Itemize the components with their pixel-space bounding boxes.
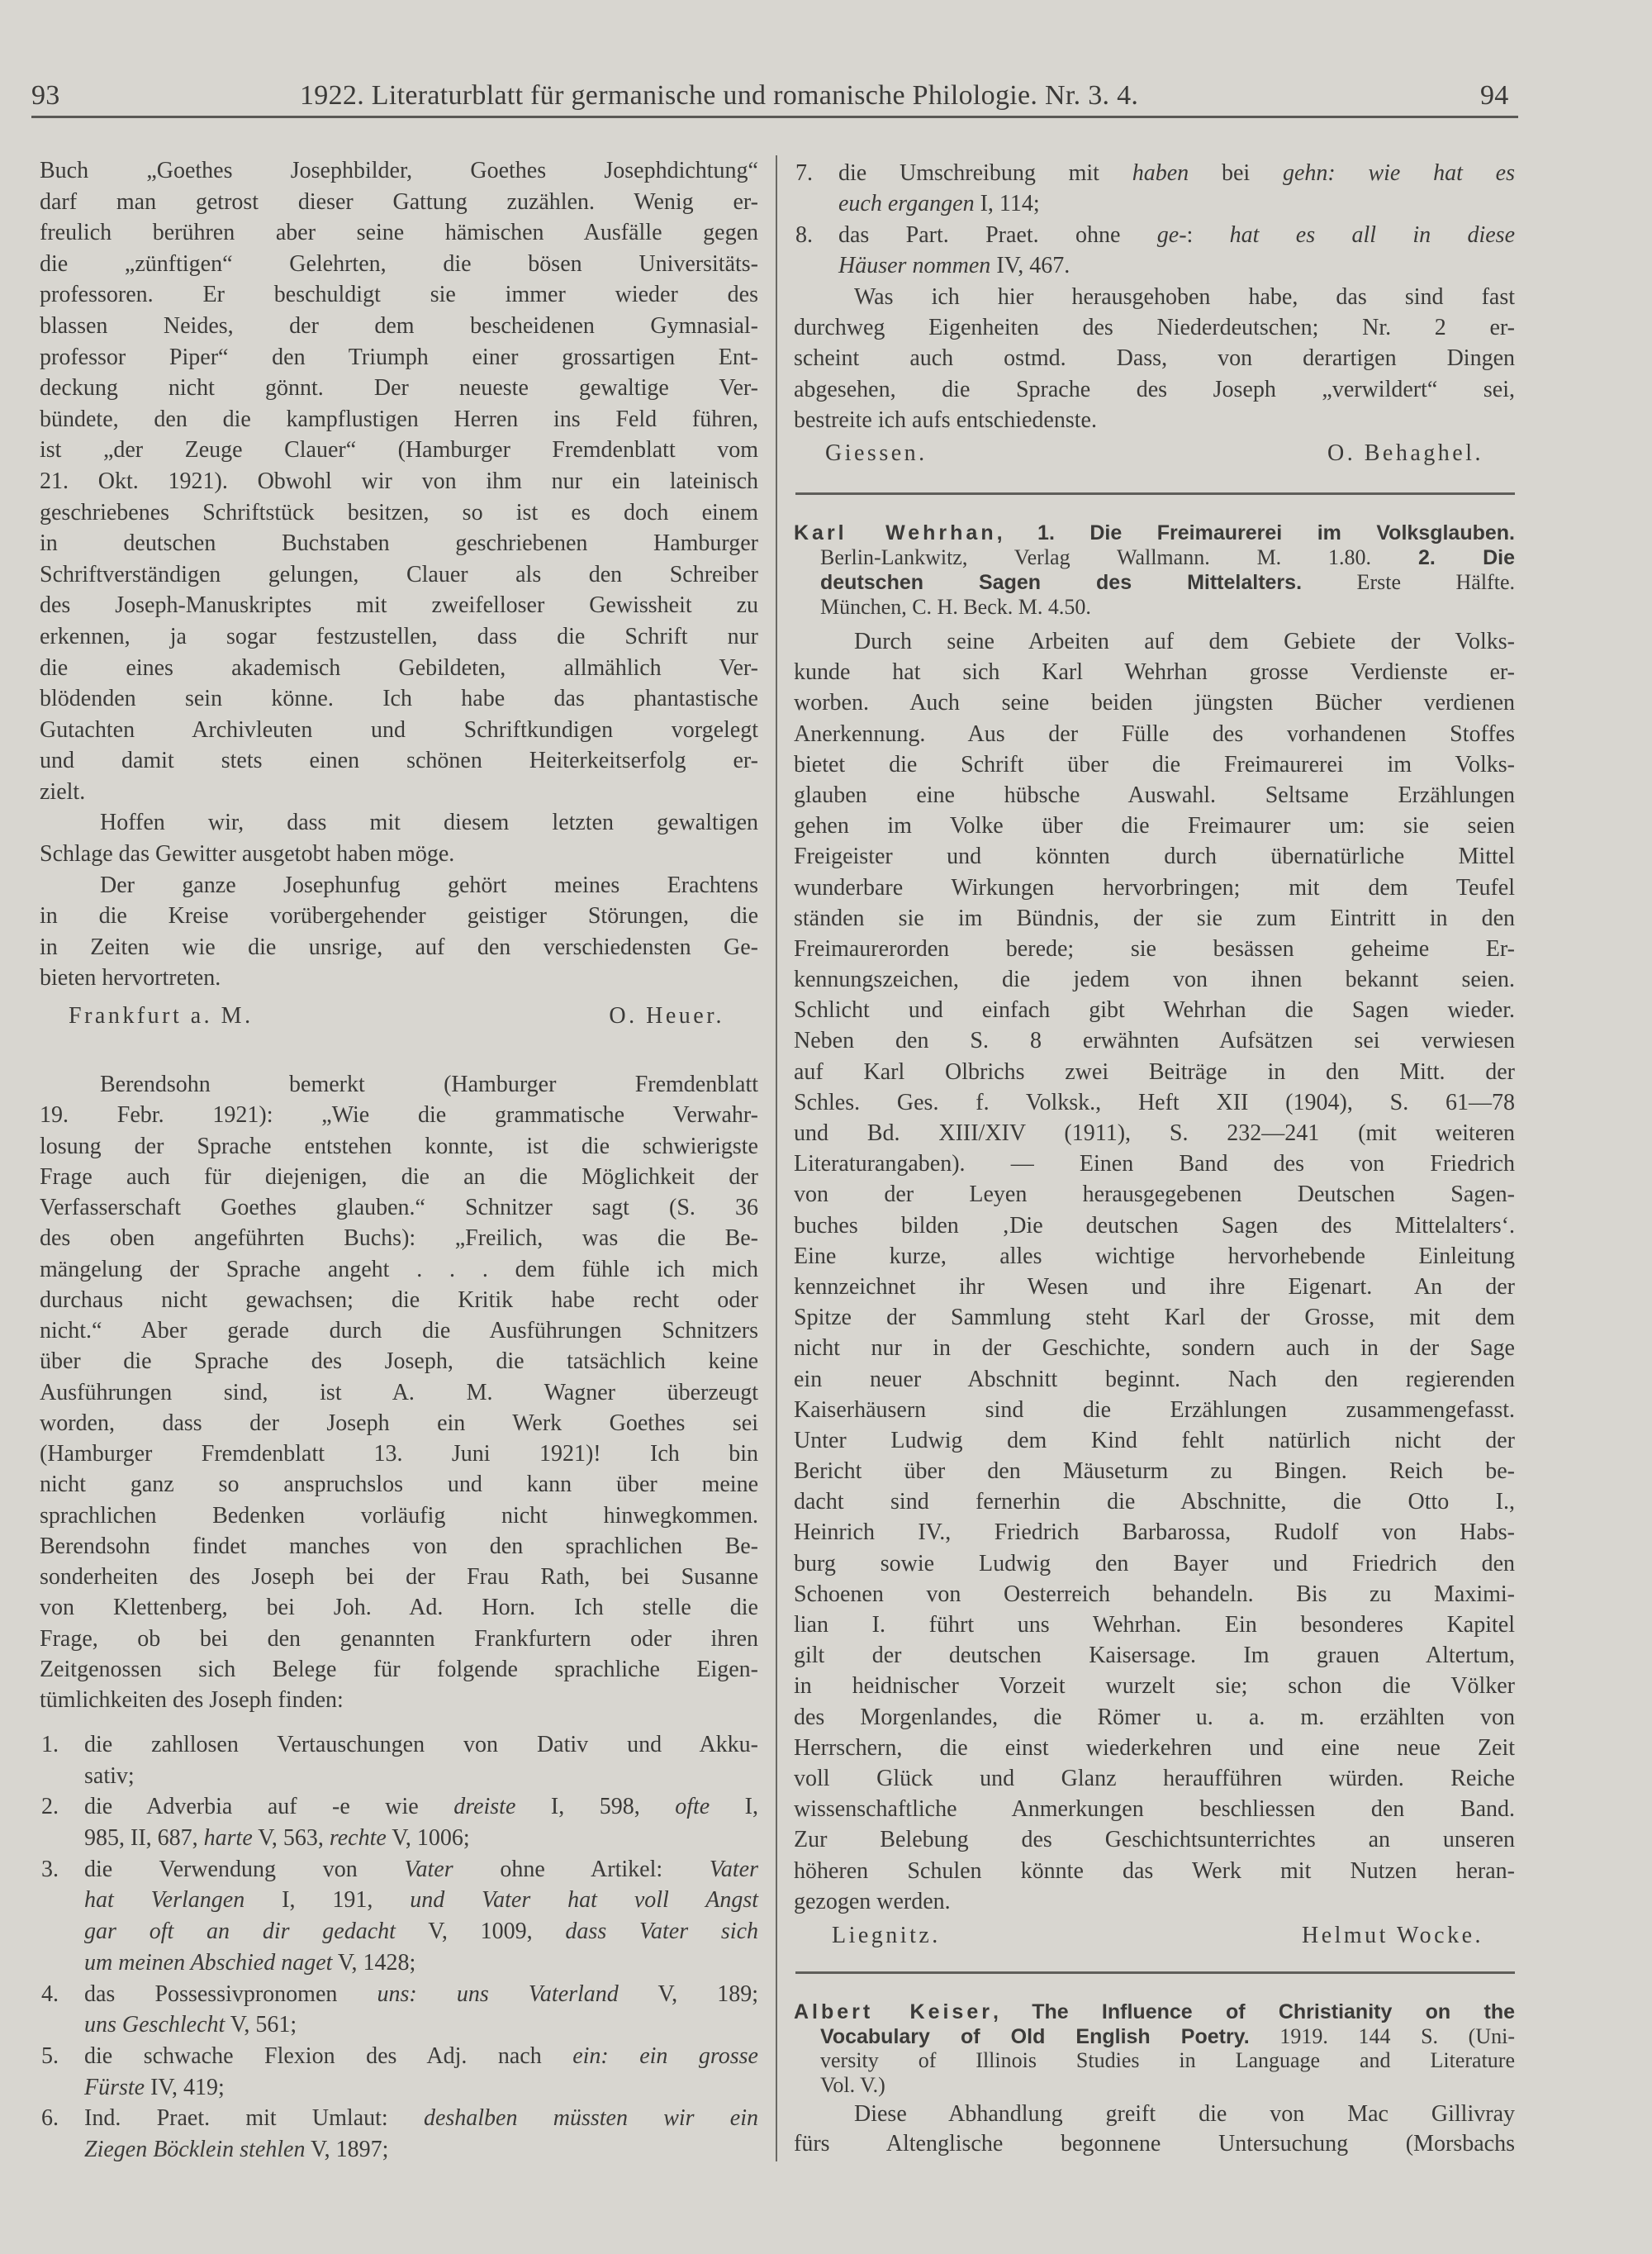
text-line: Berendsohn findet manches von den sprachlichen Be- [40, 1533, 758, 1559]
text-line [40, 1885, 758, 1916]
list-number: 4. [41, 1981, 59, 2007]
running-title: 1922. Literaturblatt für germanische und romanische Philologie. Nr. 3. 4. [300, 80, 1139, 111]
text-line: abgesehen, die Sprache des Joseph „verwildert“ sei, [794, 376, 1515, 402]
text-line: fürs Altenglische begonnene Untersuchung (Morsbachs [794, 2131, 1515, 2157]
text-line: gezogen werden. [794, 1888, 951, 1914]
review-heading-wehrhan [794, 521, 1515, 620]
text-line: nicht nur in der Geschichte, sondern auch in der Sage [794, 1335, 1515, 1362]
list-item [794, 220, 1515, 282]
text-line: losung der Sprache entstehen konnte, ist die schwierigste [40, 1133, 758, 1159]
text-line: Was ich hier herausgehoben habe, das sind fast [854, 283, 1515, 310]
list-item [40, 1979, 758, 2041]
italic-run: ofte [675, 1794, 710, 1820]
signature-author: O. Behaghel. [1327, 440, 1483, 466]
text-line: Schlicht und einfach gibt Wehrhan die Sagen wieder. [794, 997, 1515, 1024]
list-number: 3. [41, 1856, 59, 1882]
text-run: bei [1189, 160, 1283, 186]
text-line: Bericht über den Mäuseturm zu Bingen. Reich be- [794, 1458, 1515, 1485]
text-line: höheren Schulen könnte das Werk mit Nutzen heran- [794, 1857, 1515, 1884]
text-line [794, 521, 1515, 545]
text-line: zielt. [40, 778, 86, 805]
text-line [794, 188, 1515, 219]
text-line: Verfasserschaft Goethes glauben.“ Schnitzer sagt (S. 36 [40, 1195, 758, 1220]
italic-run: euch ergangen [838, 191, 975, 217]
text-run: die schwache Flexion des Adj. nach [84, 2042, 573, 2069]
italic-run: uns Geschlecht [84, 2012, 225, 2038]
text-line: erkennen, ja sogar festzustellen, dass die Schrift nur [40, 623, 758, 649]
text-line: Kaiserhäusern sind die Erzählungen zusammengefasst. [794, 1396, 1515, 1423]
text-line [40, 2103, 758, 2134]
text-line: von Klettenberg, bei Joh. Ad. Horn. Ich stelle die [40, 1595, 758, 1621]
text-line: Durch seine Arbeiten auf dem Gebiete der Volks- [854, 629, 1515, 654]
bibliographic-entry [794, 2000, 1515, 2097]
bold-title: deutschen Sagen des Mittelalters. [820, 571, 1303, 594]
text-run: die Verwendung von [84, 1856, 405, 1882]
review-body-keiser [794, 2099, 1515, 2159]
left-column-top [40, 155, 758, 994]
text-line [40, 1854, 758, 1885]
left-column-berendsohn [40, 1069, 758, 1715]
text-line: darf man getrost dieser Gattung zuzählen. Wenig er- [40, 188, 758, 215]
text-line [794, 2000, 1515, 2024]
text-line: gilt der deutschen Kaisersage. Im grauen Altertum, [794, 1643, 1515, 1669]
text-line: sprachlichen Bedenken vorläufig nicht hinwegkommen. [40, 1502, 758, 1529]
right-column-top [794, 158, 1515, 436]
text-run: 1919. 144 S. (Uni- [1249, 2023, 1515, 2048]
italic-run: hat Verlangen [84, 1887, 245, 1914]
italic-run: gar oft an dir gedacht [84, 1919, 396, 1945]
text-line: in heidnischer Vorzeit wurzelt sie; schon die Völker [794, 1673, 1515, 1700]
text-line: Berendsohn bemerkt (Hamburger Fremdenblatt [100, 1072, 758, 1097]
paragraph [794, 626, 1515, 1917]
text-line: Neben den S. 8 erwähnten Aufsätzen sei verwiesen [794, 1028, 1515, 1054]
text-line: worden, dass der Joseph ein Werk Goethes sei [40, 1410, 758, 1436]
text-line [40, 1916, 758, 1947]
text-run: 985, II, 687, [84, 1825, 204, 1852]
text-line: des oben angeführten Buchs): „Freilich, was die Be- [40, 1225, 758, 1252]
text-run: V, 1009, [395, 1919, 566, 1945]
text-run: das Part. Praet. ohne [838, 221, 1157, 248]
italic-run: dass Vater sich [565, 1919, 759, 1945]
text-line [794, 250, 1515, 281]
text-line: Ausführungen sind, ist A. M. Wagner überzeugt [40, 1379, 758, 1405]
text-line: geschriebenes Schriftstück besitzen, so ist es doch einem [40, 499, 758, 525]
list-item [40, 1729, 758, 1791]
text-line: tümlichkeiten des Joseph finden: [40, 1687, 344, 1713]
text-run: V, 563, [252, 1825, 330, 1852]
signature-place: Giessen. [825, 440, 928, 466]
review-body-wehrhan [794, 626, 1515, 1917]
text-line: über die Sprache des Joseph, die tatsächlich keine [40, 1348, 758, 1375]
text-line: sativ; [84, 1762, 135, 1789]
italic-run: Häuser nommen [838, 253, 991, 279]
text-line [40, 1791, 758, 1823]
text-line: des Joseph-Manuskriptes mit zweifelloser Gewissheit zu [40, 592, 758, 619]
italic-run: deshalben müssten wir ein [423, 2105, 759, 2132]
text-line: Schlage das Gewitter ausgetobt haben möge. [40, 841, 455, 868]
text-line: buches bilden ‚Die deutschen Sagen des Mittelalters‘. [794, 1212, 1515, 1239]
text-line [40, 2009, 758, 2041]
author-name: Karl Wehrhan [794, 521, 997, 544]
text-line: Freigeister und könnten durch übernatürliche Mittel [794, 844, 1515, 870]
list-number: 1. [41, 1732, 59, 1757]
text-run: V, 1897; [305, 2136, 389, 2162]
paragraph [40, 1069, 758, 1715]
text-line [40, 2041, 758, 2072]
text-run: die Umschreibung mit [838, 160, 1132, 186]
text-line: kennungszeichen, die jedem von ihnen bekannt seien. [794, 967, 1515, 993]
text-line: deckung nicht gönnt. Der neueste gewaltige Ver- [40, 375, 758, 402]
text-line: ist „der Zeuge Clauer“ (Hamburger Fremdenblatt vom [40, 437, 758, 464]
text-line [794, 2048, 1515, 2073]
text-line: Literaturangaben). — Einen Band des von Friedrich [794, 1151, 1515, 1177]
italic-run: Vater [404, 1856, 453, 1882]
text-run: I, 114; [974, 191, 1040, 217]
feature-list [40, 1729, 758, 2166]
text-line: bestreite ich aufs entschiedenste. [794, 407, 1097, 434]
italic-run: uns: uns Vaterland [377, 1981, 619, 2007]
text-line: Der ganze Josephunfug gehört meines Erachtens [100, 872, 758, 898]
text-line: Zur Belebung des Geschichtsunterrichtes an unseren [794, 1827, 1515, 1853]
text-line: Schriftverständigen gelungen, Clauer als den Schreiber [40, 561, 758, 587]
text-line: scheint auch ostmd. Dass, von derartigen Dingen [794, 345, 1515, 372]
italic-run: um meinen Abschied naget [84, 1949, 333, 1976]
italic-run: ein: ein grosse [572, 2042, 758, 2069]
text-line: durchweg Eigenheiten des Niederdeutschen; Nr. 2 er- [794, 314, 1515, 340]
text-line: 21. Okt. 1921). Obwohl wir von ihm nur ein lateinisch [40, 468, 758, 494]
italic-run: hat es all in diese [1229, 221, 1515, 248]
review-heading-keiser [794, 2000, 1515, 2097]
text-line: worben. Auch seine beiden jüngsten Bücher verdienen [794, 690, 1515, 716]
text-line: durchaus nicht gewachsen; die Kritik habe recht oder [40, 1286, 758, 1313]
text-line: in Zeiten wie die unsrige, auf den verschiedensten Ge- [40, 934, 758, 960]
text-line: dacht sind fernerhin die Abschnitte, die Otto I., [794, 1489, 1515, 1515]
text-line: und Bd. XIII/XIV (1911), S. 232—241 (mit weiteren [794, 1120, 1515, 1146]
text-run: : [1186, 221, 1230, 248]
bold-title: , 1. Die Freimaurerei im Volksglauben. [996, 521, 1515, 544]
text-line: kennzeichnet ihr Wesen und ihre Eigenart. An der [794, 1273, 1515, 1300]
text-line: ein neuer Abschnitt beginnt. Nach den regierenden [794, 1366, 1515, 1392]
text-run: Erste Hälfte. [1302, 570, 1515, 594]
text-line: bietet die Schrift über die Freimaurerei im Volks- [794, 751, 1515, 777]
signature-behaghel [825, 438, 1483, 469]
page-number-right: 94 [1480, 80, 1509, 111]
list-number: 6. [41, 2105, 59, 2132]
paragraph [40, 807, 758, 869]
italic-run: Vater [709, 1856, 758, 1882]
text-run: V, 561; [225, 2012, 297, 2038]
text-line [794, 570, 1515, 595]
section-rule [795, 492, 1515, 495]
italic-run: ge- [1156, 221, 1187, 248]
text-line [794, 220, 1515, 250]
text-line: die „zünftigen“ Gelehrten, die bösen Universitäts- [40, 250, 758, 277]
text-line: burg sowie Ludwig den Bayer und Friedrich den [794, 1550, 1515, 1576]
bold-title: , The Influence of Christianity on the [992, 2000, 1515, 2023]
feature-list-continued [794, 158, 1515, 282]
signature-author: Helmut Wocke. [1301, 1923, 1483, 1948]
text-line: glauben eine hübsche Auswahl. Seltsame Erzählungen [794, 782, 1515, 808]
text-line: nicht ganz so anspruchslos und kann über meine [40, 1472, 758, 1498]
text-run: versity of Illinois Studies in Language and Literature [820, 2048, 1515, 2072]
text-line: lian I. führt uns Wehrhan. Ein besonderes Kapitel [794, 1612, 1515, 1638]
text-line: Heinrich IV., Friedrich Barbarossa, Rudolf von Habs- [794, 1519, 1515, 1546]
text-line: Hoffen wir, dass mit diesem letzten gewaltigen [100, 810, 758, 836]
text-line: bieten hervortreten. [40, 965, 221, 991]
text-line: in deutschen Buchstaben geschriebenen Hamburger [40, 530, 758, 557]
paragraph [794, 282, 1515, 436]
list-item [794, 158, 1515, 220]
italic-run: und Vater hat voll Angst [410, 1887, 758, 1914]
text-line: Schles. Ges. f. Volksk., Heft XII (1904), S. 61—78 [794, 1089, 1515, 1115]
text-run: das Possessivpronomen [84, 1981, 377, 2007]
list-item [40, 1854, 758, 1979]
text-run: V, 189; [618, 1981, 758, 2007]
text-line: Anerkennung. Aus der Fülle des vorhandenen Stoffes [794, 720, 1515, 747]
column-divider [776, 155, 777, 2161]
italic-run: haben [1132, 160, 1189, 186]
list-item [40, 2103, 758, 2165]
italic-run: harte [203, 1825, 253, 1852]
italic-run: rechte [329, 1825, 387, 1852]
text-line: Zeitgenossen sich Belege für folgende sprachliche Eigen- [40, 1656, 758, 1682]
text-line: Frage auch für diejenigen, die an die Möglichkeit der [40, 1163, 758, 1190]
text-line: gehen im Volke über die Freimaurer um: sie seien [794, 813, 1515, 839]
text-line: freulich berühren aber seine hämischen Ausfälle gegen [40, 220, 758, 246]
text-line [40, 1947, 758, 1979]
text-run: Berlin-Lankwitz, Verlag Wallmann. M. 1.80. [820, 545, 1418, 569]
italic-run: gehn: wie hat es [1282, 160, 1515, 186]
paragraph [40, 870, 758, 994]
text-line [794, 545, 1515, 570]
list-item [40, 2041, 758, 2103]
text-run: V, 1006; [386, 1825, 470, 1852]
text-run: München, C. H. Beck. M. 4.50. [820, 595, 1091, 619]
text-line: professor Piper“ den Triumph einer grossartigen Ent- [40, 344, 758, 370]
text-line: blödenden sein könne. Ich habe das phantastische [40, 686, 758, 712]
text-line [794, 158, 1515, 188]
header-rule [31, 116, 1518, 118]
list-number: 8. [795, 221, 813, 248]
list-item [40, 1791, 758, 1853]
text-line [794, 2073, 1515, 2098]
text-run: I, [710, 1794, 758, 1820]
text-run: V, 1428; [332, 1949, 416, 1976]
text-line: Gutachten Archivleuten und Schriftkundigen vorgelegt [40, 716, 758, 743]
text-line: des Morgenlandes, die Römer u. a. m. erzählten von [794, 1704, 1515, 1730]
text-line [40, 2072, 758, 2104]
text-line: Spitze der Sammlung steht Karl der Grosse, mit dem [794, 1305, 1515, 1331]
text-line: Buch „Goethes Josephbilder, Goethes Josephdichtung“ [40, 158, 758, 183]
text-line: 19. Febr. 1921): „Wie die grammatische Verwahr- [40, 1102, 758, 1129]
bold-title: 2. Die [1417, 546, 1516, 569]
signature-author: O. Heuer. [609, 1003, 724, 1029]
text-line: (Hamburger Fremdenblatt 13. Juni 1921)! Ich bin [40, 1441, 758, 1467]
list-number: 5. [41, 2042, 59, 2069]
text-line: Herrschern, die einst wiederkehren und eine neue Zeit [794, 1734, 1515, 1761]
list-number: 2. [41, 1794, 59, 1820]
text-run: I, 598, [515, 1794, 676, 1820]
text-run: ohne Artikel: [453, 1856, 710, 1882]
text-run: die Adverbia auf -e wie [84, 1794, 454, 1820]
text-line: wunderbare Wirkungen hervorbringen; mit dem Teufel [794, 874, 1515, 901]
text-line: kunde hat sich Karl Wehrhan grosse Verdienste er- [794, 659, 1515, 686]
page-number-left: 93 [31, 80, 60, 111]
author-name: Albert Keiser [794, 2000, 993, 2023]
text-line [40, 1979, 758, 2010]
paragraph [794, 2099, 1515, 2159]
italic-run: dreiste [453, 1794, 516, 1820]
list-number: 7. [795, 160, 813, 186]
signature-place: Frankfurt a. M. [69, 1003, 254, 1029]
text-line [40, 2134, 758, 2166]
text-line: Freimaurerorden berede; sie besässen geheime Er- [794, 935, 1515, 962]
text-run: Ind. Praet. mit Umlaut: [84, 2105, 424, 2132]
text-line: Diese Abhandlung greift die von Mac Gillivray [854, 2101, 1515, 2127]
text-line: sonderheiten des Joseph bei der Frau Rath, bei Susanne [40, 1564, 758, 1590]
text-line: wissenschaftliche Anmerkungen beschliessen den Band. [794, 1796, 1515, 1823]
text-line [794, 595, 1515, 620]
bibliographic-entry [794, 521, 1515, 620]
italic-run: Ziegen Böcklein stehlen [84, 2136, 306, 2162]
text-run: I, 191, [244, 1887, 411, 1914]
text-line: ständen sie im Bündnis, der sie zum Eintritt in den [794, 905, 1515, 931]
text-line: in die Kreise vorübergehender geistiger Störungen, die [40, 903, 758, 930]
text-run: IV, 467. [990, 253, 1070, 279]
text-line: und damit stets einen schönen Heiterkeitserfolg er- [40, 748, 758, 774]
text-line: blassen Neides, der dem bescheidenen Gymnasial- [40, 312, 758, 339]
paragraph [40, 155, 758, 807]
text-line: die zahllosen Vertauschungen von Dativ und Akku- [84, 1732, 758, 1757]
text-line: nicht.“ Aber gerade durch die Ausführungen Schnitzers [40, 1318, 758, 1343]
section-rule [795, 1971, 1515, 1974]
text-line: Frage, ob bei den genannten Frankfurtern oder ihren [40, 1625, 758, 1652]
text-run: Vol. V.) [820, 2072, 885, 2097]
text-line: Unter Ludwig dem Kind fehlt natürlich nicht der [794, 1427, 1515, 1453]
text-line: mängelung der Sprache angeht . . . dem fühle ich mich [40, 1256, 758, 1282]
text-line: Schoenen von Oesterreich behandeln. Bis zu Maximi- [794, 1581, 1515, 1607]
bold-title: Vocabulary of Old English Poetry. [820, 2024, 1250, 2048]
italic-run: Fürste [84, 2074, 145, 2100]
signature-place: Liegnitz. [832, 1923, 941, 1948]
text-line: von der Leyen herausgegebenen Deutschen Sagen- [794, 1182, 1515, 1208]
text-line: professoren. Er beschuldigt sie immer wieder des [40, 282, 758, 308]
signature-heuer [69, 1001, 724, 1032]
text-line: die eines akademisch Gebildeten, allmählich Ver- [40, 654, 758, 681]
text-line [40, 1823, 758, 1854]
text-line: voll Glück und Glanz heraufführen würden. Reiche [794, 1765, 1515, 1791]
text-line: Eine kurze, alles wichtige hervorhebende Einleitung [794, 1243, 1515, 1269]
text-line: auf Karl Olbrichs zwei Beiträge in den Mitt. der [794, 1058, 1515, 1085]
signature-wocke [832, 1920, 1483, 1952]
text-run: IV, 419; [145, 2074, 225, 2100]
text-line [794, 2024, 1515, 2049]
text-line: bündete, den die kampflustigen Herren ins Feld führen, [40, 406, 758, 432]
